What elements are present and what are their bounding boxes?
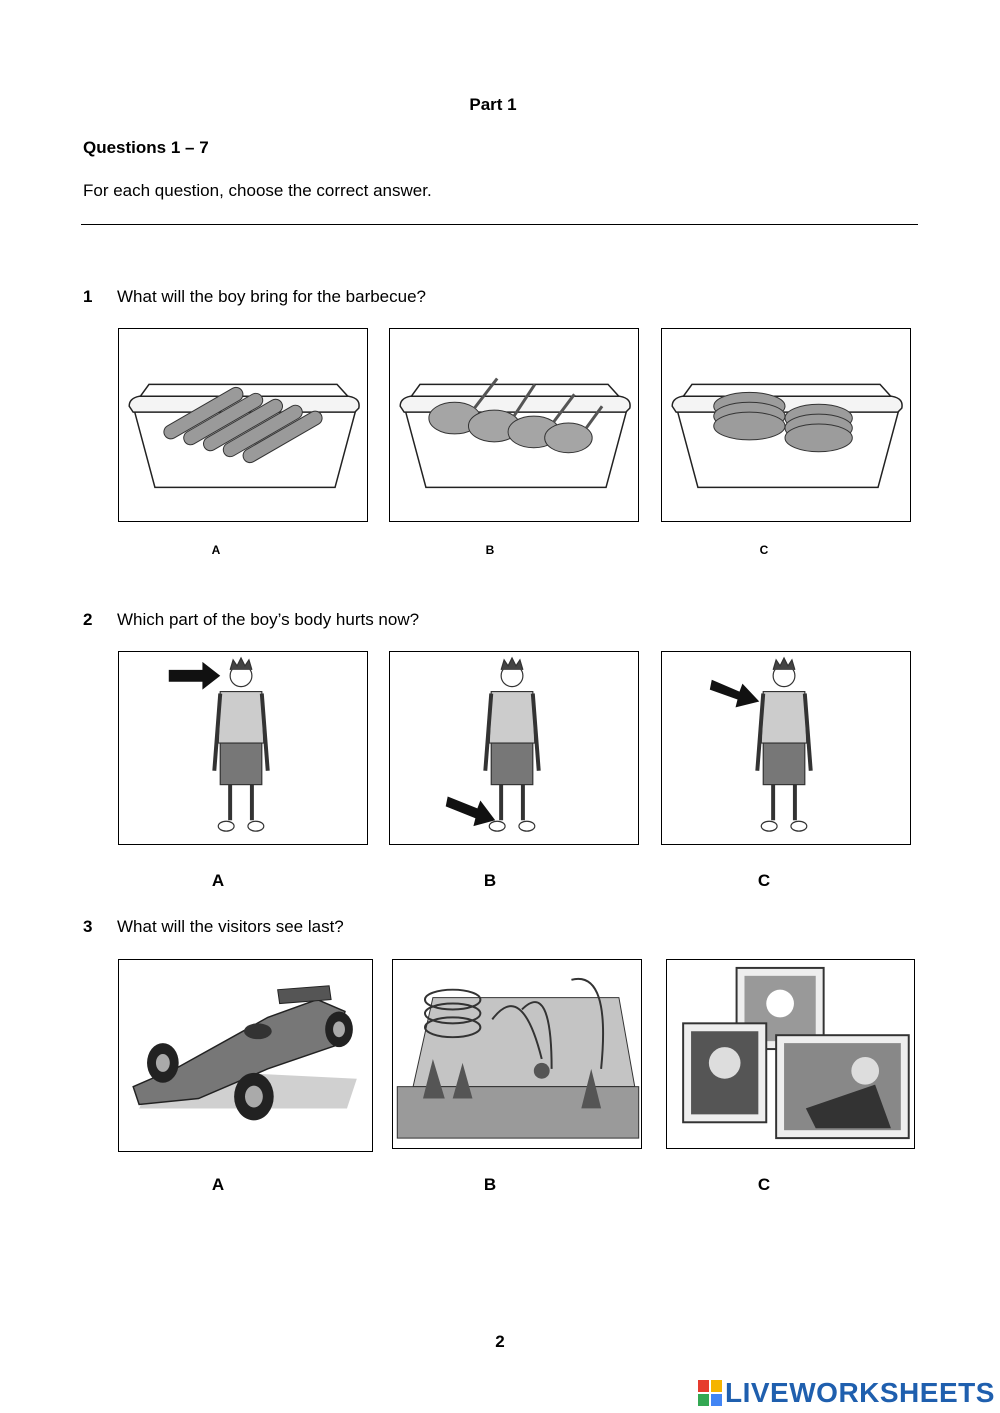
q1-option-b-picture[interactable] bbox=[389, 328, 639, 522]
question-1-text: What will the boy bring for the barbecue? bbox=[117, 287, 427, 306]
q2-option-b-picture[interactable] bbox=[389, 651, 639, 845]
page-number: 2 bbox=[495, 1332, 505, 1351]
q1-option-b-label: B bbox=[485, 543, 495, 557]
brand-name: LIVEWORKSHEETS bbox=[725, 1377, 995, 1408]
question-1-number: 1 bbox=[83, 287, 93, 306]
sausage-tray-icon bbox=[119, 329, 367, 521]
boy-head-arrow-icon bbox=[119, 652, 367, 844]
question-2-text: Which part of the boy’s body hurts now? bbox=[117, 610, 420, 629]
q3-option-a-picture[interactable] bbox=[118, 959, 373, 1152]
q2-option-a-picture[interactable] bbox=[118, 651, 368, 845]
question-3-number: 3 bbox=[83, 917, 93, 936]
divider bbox=[81, 224, 918, 225]
q2-option-c-picture[interactable] bbox=[661, 651, 911, 845]
q1-option-a-label: A bbox=[211, 543, 221, 557]
q2-option-a-label: A bbox=[211, 871, 225, 890]
q3-option-c-label: C bbox=[757, 1175, 771, 1194]
q3-option-b-picture[interactable] bbox=[392, 959, 642, 1149]
boy-foot-arrow-icon bbox=[390, 652, 638, 844]
jewellery-icon bbox=[393, 960, 641, 1148]
q1-option-c-label: C bbox=[759, 543, 769, 557]
question-3-text: What will the visitors see last? bbox=[117, 917, 344, 936]
chicken-tray-icon bbox=[390, 329, 638, 521]
instruction-text: For each question, choose the correct answer. bbox=[83, 181, 432, 200]
liveworksheets-icon bbox=[698, 1380, 722, 1406]
boy-shoulder-arrow-icon bbox=[662, 652, 910, 844]
q3-option-b-label: B bbox=[483, 1175, 497, 1194]
burger-tray-icon bbox=[662, 329, 910, 521]
q1-option-a-picture[interactable] bbox=[118, 328, 368, 522]
racing-car-icon bbox=[119, 960, 372, 1151]
q1-option-c-picture[interactable] bbox=[661, 328, 911, 522]
photographs-icon bbox=[667, 960, 914, 1148]
q2-option-b-label: B bbox=[483, 871, 497, 890]
liveworksheets-logo bbox=[698, 1376, 995, 1410]
question-2-number: 2 bbox=[83, 610, 93, 629]
q2-option-c-label: C bbox=[757, 871, 771, 890]
q3-option-c-picture[interactable] bbox=[666, 959, 915, 1149]
questions-range: Questions 1 – 7 bbox=[83, 138, 209, 157]
q3-option-a-label: A bbox=[211, 1175, 225, 1194]
part-title: Part 1 bbox=[469, 95, 517, 114]
